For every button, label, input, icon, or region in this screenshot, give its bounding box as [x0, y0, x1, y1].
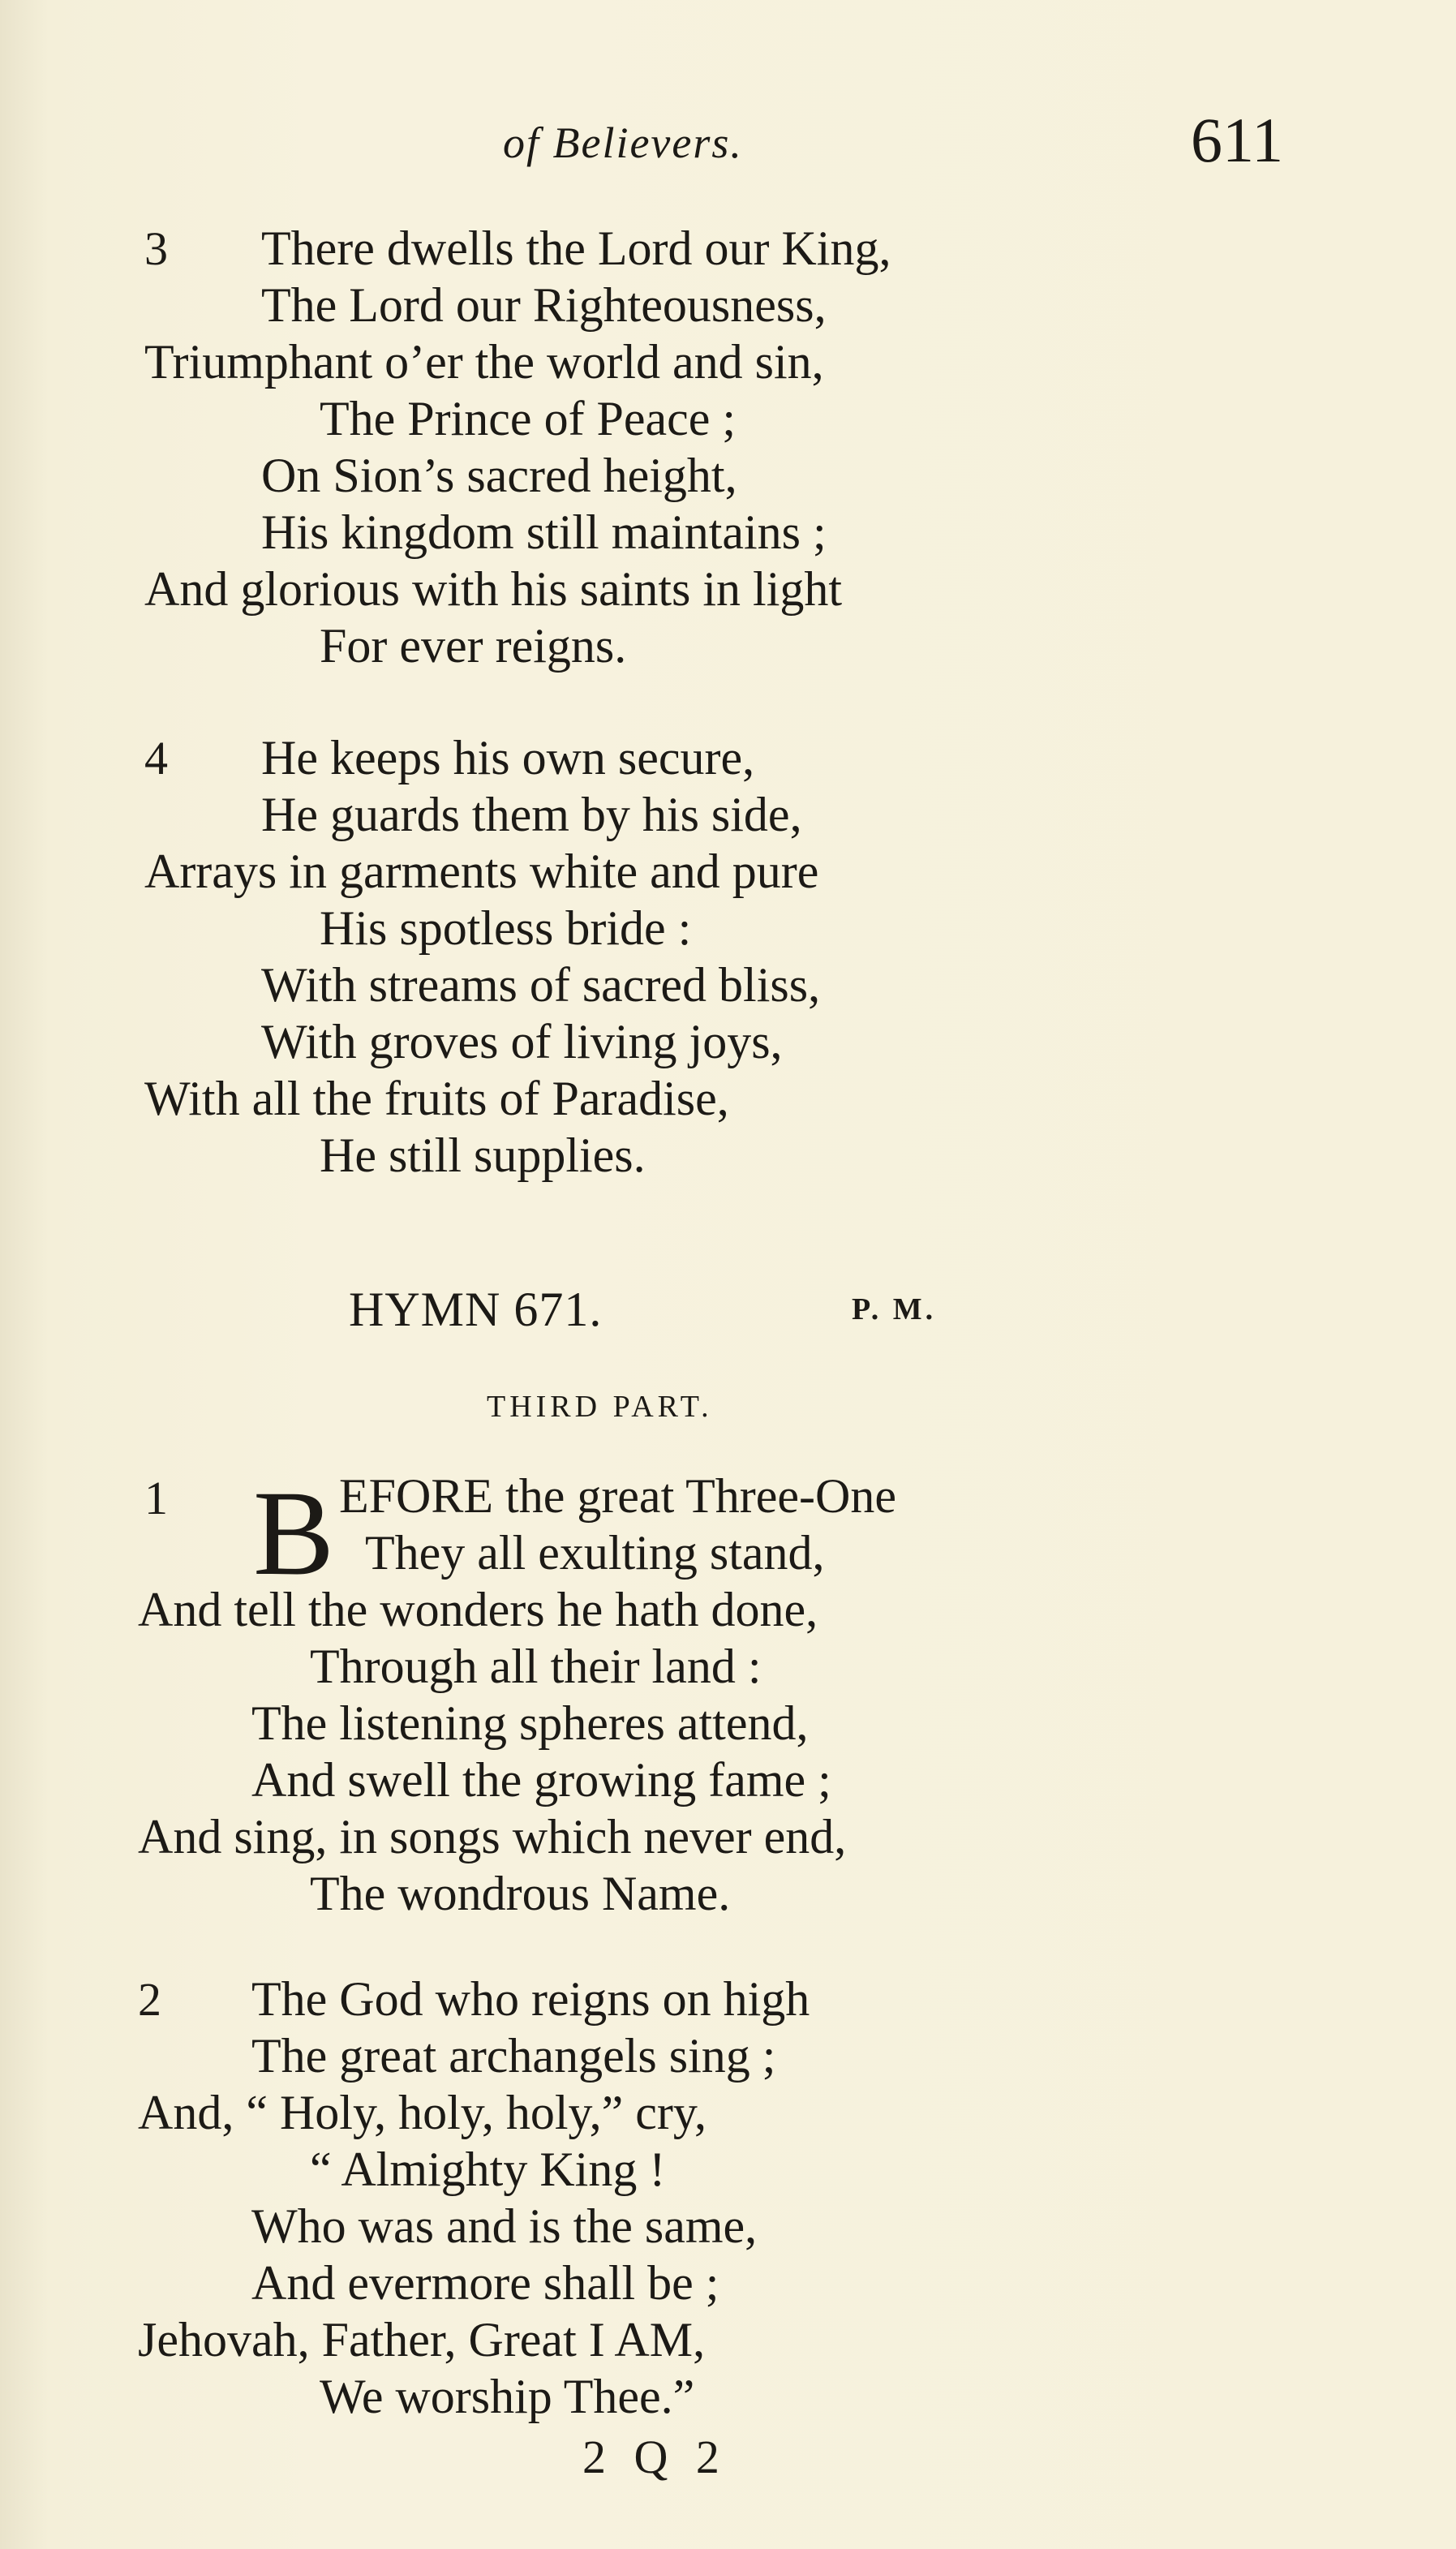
verse-line: For ever reigns.	[320, 619, 627, 673]
meter-label: P. M.	[852, 1292, 937, 1326]
verse-line: And sing, in songs which never end,	[138, 1810, 847, 1863]
verse-line: The wondrous Name.	[310, 1867, 731, 1920]
verse-line: Who was and is the same,	[251, 2199, 758, 2253]
verse-line: There dwells the Lord our King,	[261, 221, 891, 275]
verse-line: And tell the wonders he hath done,	[138, 1583, 818, 1636]
verse-line: The listening spheres attend,	[251, 1696, 809, 1750]
verse-line: With all the fruits of Paradise,	[144, 1072, 729, 1125]
signature-mark: 2 Q 2	[582, 2431, 728, 2483]
verse-line: The great archangels sing ;	[251, 2029, 776, 2083]
verse-line: The Prince of Peace ;	[320, 392, 737, 445]
stanza-number: 1	[144, 1472, 168, 1524]
drop-cap: B	[253, 1466, 335, 1601]
verse-line: His spotless bride :	[320, 901, 692, 955]
verse-line: They all exulting stand,	[365, 1526, 825, 1580]
verse-line: With streams of sacred bliss,	[261, 958, 821, 1012]
verse-line: “ Almighty King !	[310, 2143, 666, 2196]
verse-line: Arrays in garments white and pure	[144, 845, 819, 898]
verse-line: His kingdom still maintains ;	[261, 505, 827, 559]
page-number: 611	[1191, 105, 1284, 175]
verse-line: He still supplies.	[320, 1128, 646, 1182]
verse-line: And, “ Holy, holy, holy,” cry,	[138, 2086, 707, 2139]
verse-line: We worship Thee.”	[320, 2370, 695, 2423]
verse-line: Triumphant o’er the world and sin,	[144, 335, 824, 389]
verse-line: EFORE the great Three-One	[339, 1469, 896, 1523]
stanza-number: 3	[144, 222, 168, 275]
verse-line: Through all their land :	[310, 1640, 762, 1693]
running-head: of Believers.	[503, 118, 743, 167]
verse-line: With groves of living joys,	[261, 1015, 783, 1068]
verse-line: The God who reigns on high	[251, 1972, 810, 2026]
verse-line: And swell the growing fame ;	[251, 1753, 831, 1807]
verse-line: And glorious with his saints in light	[144, 562, 843, 616]
verse-line: And evermore shall be ;	[251, 2256, 719, 2310]
verse-line: The Lord our Righteousness,	[261, 278, 827, 332]
stanza-number: 2	[138, 1973, 161, 2026]
verse-line: He keeps his own secure,	[261, 731, 755, 784]
verse-line: He guards them by his side,	[261, 788, 802, 841]
verse-line: Jehovah, Father, Great I AM,	[138, 2313, 706, 2366]
verse-line: On Sion’s sacred height,	[261, 449, 737, 502]
hymn-title: HYMN 671.	[349, 1283, 603, 1336]
stanza-number: 4	[144, 732, 168, 784]
part-label: THIRD PART.	[487, 1390, 713, 1424]
